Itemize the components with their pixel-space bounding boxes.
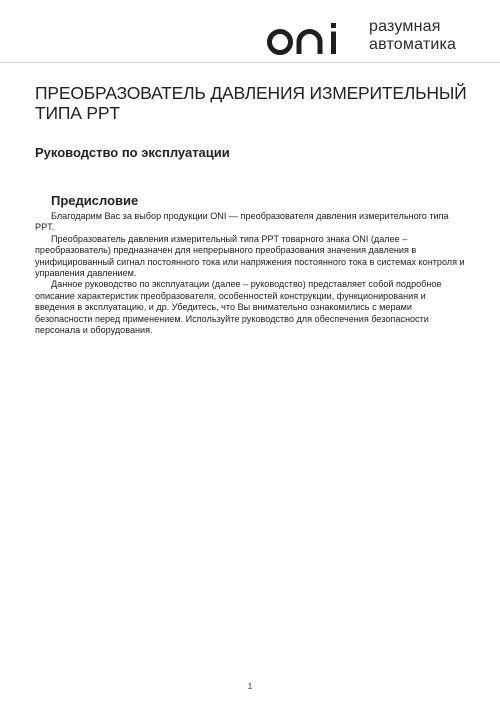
page-number: 1 bbox=[247, 682, 253, 691]
paragraph: Преобразователь давления измерительный типа PPT товарного знака ONI (далее – преобразователь) предназначен для непрерывного преобразования значения давления в унифицированный сигнал постоянного тока или напряжения постоянного тока в системах контроля и управления давлением. bbox=[35, 233, 465, 279]
header-divider bbox=[0, 62, 500, 63]
preface-body bbox=[35, 211, 468, 336]
oni-logo bbox=[267, 22, 349, 56]
document-title: ПРЕОБРАЗОВАТЕЛЬ ДАВЛЕНИЯ ИЗМЕРИТЕЛЬНЫЙ ТИПА PPT bbox=[35, 83, 467, 123]
document-subtitle: Руководство по эксплуатации bbox=[35, 145, 230, 160]
section-heading: Предисловие bbox=[51, 193, 139, 208]
paragraph: Данное руководство по эксплуатации (далее – руководство) представляет собой подробное описание характеристик преобразователя, особенностей конструкции, функционирования и введения в эксплуатацию, и др. Убедитесь, что Вы внимательно ознакомились с мерами безопасности перед применением. Используйте руководство для обеспечения безопасности персонала и оборудования. bbox=[35, 279, 442, 336]
page-header bbox=[0, 0, 500, 70]
brand-tagline bbox=[369, 18, 489, 54]
tagline-line-2: автоматика bbox=[369, 36, 457, 53]
tagline-line-1: разумная bbox=[369, 18, 441, 35]
paragraph: Благодарим Вас за выбор продукции ONI — преобразователя давления измерительного типа PPT. bbox=[35, 211, 449, 233]
